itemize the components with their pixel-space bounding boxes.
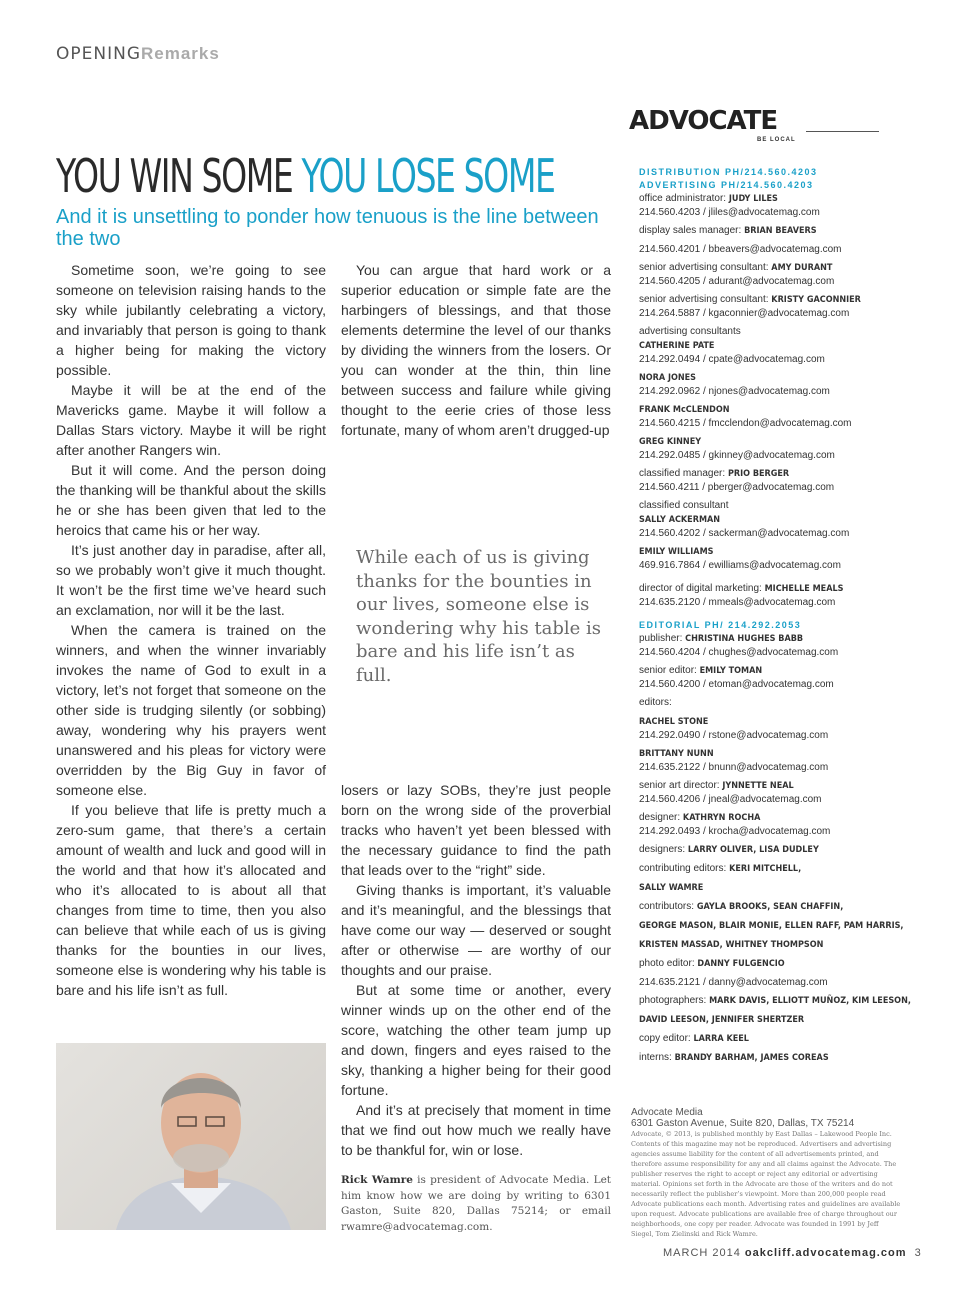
masthead-entry [639, 994, 911, 1008]
section-label: OPENINGRemarks [56, 44, 220, 64]
masthead-name: KERI MITCHELL, [729, 864, 802, 874]
masthead-entry: 214.560.4215 / fmcclendon@advocatemag.com [639, 418, 852, 429]
masthead-name: SALLY ACKERMAN [639, 515, 721, 525]
masthead-entry [639, 919, 904, 933]
masthead-role: designer: [639, 812, 683, 823]
subhead: And it is unsettling to ponder how tenuous is the line between the two [56, 206, 599, 250]
masthead-role: advertising consultants [639, 326, 741, 337]
masthead-entry [639, 1013, 901, 1027]
masthead-entry [639, 325, 901, 339]
masthead-entry: 214.292.0494 / cpate@advocatemag.com [639, 354, 825, 365]
publisher-info: Advocate Media 6301 Gaston Avenue, Suite 820, Dallas, TX 75214 Advocate, © 2013, is published monthly by East Dallas – Lakewood People Inc. Contents of this magazine may not be reproduced. Advertisers and advertising agencies assume liability for the content of all advertisements printed, and therefore assume responsibility for any and all claims against the Advocate. The publisher reserves the right to accept or reject any editorial or advertising material. Opinions set forth in the Advocate are those of the writers and do not necessarily reflect the publisher’s viewpoint. More than 200,000 people read Advocate publications each month. Advertising rates and guidelines are available upon request. Advocate publications are available free of charge throughout our neighborhoods, one copy per reader. Advocate was founded in 1991 by Jeff Siegel, Tom Zielinski and Rick Wamre. [631, 1107, 901, 1238]
masthead-name: BRITTANY NUNN [639, 749, 714, 759]
masthead-name: JUDY LILES [728, 194, 778, 204]
masthead-role: contributing editors: [639, 863, 730, 874]
masthead-entry: 214.292.0490 / rstone@advocatemag.com [639, 730, 829, 741]
masthead-entry [639, 843, 901, 857]
masthead-name: CATHERINE PATE [639, 341, 715, 351]
masthead-entry: 214.560.4200 / etoman@advocatemag.com [639, 679, 834, 690]
masthead-name: MARK DAVIS, ELLIOTT MUÑOZ, KIM LEESON, [709, 996, 911, 1006]
masthead-entry: 214.292.0962 / njones@advocatemag.com [639, 386, 830, 397]
masthead-role: director of digital marketing: [639, 583, 765, 594]
logo-rule [806, 131, 879, 132]
paragraph: losers or lazy SOBs, they’re just people born on the wrong side of the proverbial tracks who haven’t yet been blessed with the necessary guidance to find the path that leads over to the “right” side. [341, 782, 611, 878]
paragraph: Maybe it will be at the end of the Mavericks game. Maybe it will follow a Dallas Stars victory. Maybe it will be right after another Rangers win. [56, 382, 326, 458]
masthead-role: senior art director: [639, 780, 723, 791]
masthead-heading: ADVERTISING PH/214.560.4203 [639, 180, 814, 190]
masthead-role: senior advertising consultant: [639, 294, 772, 305]
author-photo [56, 1043, 326, 1230]
masthead-entry [639, 779, 901, 793]
masthead-entry [639, 339, 901, 353]
masthead-name: DANNY FULGENCIO [697, 959, 785, 969]
masthead-entry [639, 938, 901, 952]
masthead-role: designers: [639, 844, 688, 855]
masthead-name: LARRY OLIVER, LISA DUDLEY [687, 845, 819, 855]
masthead-name: DAVID LEESON, JENNIFER SHERTZER [639, 1015, 805, 1025]
masthead-role: interns: [639, 1052, 675, 1063]
masthead-entry [639, 696, 901, 710]
masthead-entry [639, 862, 901, 876]
masthead-name: BRANDY BARHAM, JAMES COREAS [674, 1053, 829, 1063]
paragraph: It’s just another day in paradise, after all, so we probably won’t give it much thought. It won’t be the first time we’ve heard such an exclamation, nor will it be the last. [56, 542, 326, 618]
masthead-entry: 214.635.2122 / bnunn@advocatemag.com [639, 762, 829, 773]
masthead-role: photo editor: [639, 958, 698, 969]
paragraph: If you believe that life is pretty much a zero-sum game, that there’s a certain amount of wealth and luck and good will in the world and that how it’s allocated and who it’s allocated to is about all that changes from time to time, then you also can believe that while each of us is giving thanks for the bounties in our lives, someone else is wondering why his table is bare and his life isn’t as full. [56, 802, 326, 998]
masthead-entry [639, 403, 901, 417]
portrait-photo-icon [56, 1043, 326, 1230]
masthead-name: CHRISTINA HUGHES BABB [685, 634, 804, 644]
masthead-entry [639, 371, 901, 385]
masthead-entry: 214.560.4205 / adurant@advocatemag.com [639, 276, 835, 287]
masthead-entry: 214.560.4203 / jliles@advocatemag.com [639, 207, 820, 218]
masthead-role: senior advertising consultant: [639, 262, 772, 273]
masthead-entry [639, 582, 901, 596]
article-column-1 [56, 260, 326, 1000]
paragraph: But it will come. And the person doing the thanking will be thankful about the skills he or she has been given that led to the heroics that came his or her way. [56, 462, 326, 538]
masthead-entry [639, 293, 901, 307]
masthead-entry [639, 664, 901, 678]
masthead-entry [639, 435, 901, 449]
masthead-name: PRIO BERGER [727, 469, 790, 479]
masthead-entry [639, 499, 901, 513]
page-footer: MARCH 2014 oakcliff.advocatemag.com 3 [663, 1247, 922, 1259]
masthead-entry [639, 467, 901, 481]
paragraph: You can argue that hard work or a superior education or simple fate are the harbingers of blessings, and that those elements determine the level of our thanks by dividing the winners from the losers. Or you can wonder at the thin, thin line between success and failure while giving thought to the eerie cries of those less fortunate, many of whom aren’t drugged-up [341, 262, 611, 438]
masthead-entry: 214.560.4211 / pberger@advocatemag.com [639, 482, 835, 493]
masthead-role: classified manager: [639, 468, 728, 479]
masthead-name: LARRA KEEL [693, 1034, 749, 1044]
article-column-2-top [341, 260, 611, 440]
masthead-name: BRIAN BEAVERS [744, 226, 817, 236]
masthead-name: GAYLA BROOKS, SEAN CHAFFIN, [696, 902, 844, 912]
masthead-entry: 214.635.2120 / mmeals@advocatemag.com [639, 597, 836, 608]
paragraph: Giving thanks is important, it’s valuable and it’s meaningful, and the blessings that have come our way — deserved or sought after or otherwise — are worthy of our thoughts and our praise. [341, 882, 611, 978]
masthead-role: publisher: [639, 633, 686, 644]
masthead-entry [639, 811, 901, 825]
paragraph: And it’s at precisely that moment in time that we find out how much we really have to be thankful for, win or lose. [341, 1102, 611, 1158]
advocate-logo: ADVOCATE BE LOCAL [629, 106, 796, 143]
masthead-name: FRANK McCLENDON [639, 405, 730, 415]
masthead-name: EMILY WILLIAMS [639, 547, 714, 557]
masthead-heading: EDITORIAL PH/ 214.292.2053 [639, 620, 802, 630]
paragraph: But at some time or another, every winner winds up on the other end of the score, watching the other team jump up and down, fingers and eyes raised to the sky, thanking a higher being for their good fortune. [341, 982, 611, 1098]
masthead-name: EMILY TOMAN [699, 666, 763, 676]
masthead-entry: 214.292.0485 / gkinney@advocatemag.com [639, 450, 835, 461]
masthead-name: MICHELLE MEALS [764, 584, 844, 594]
masthead-role: office administrator: [639, 193, 729, 204]
masthead-entry [639, 632, 901, 646]
masthead-role: classified consultant [639, 500, 729, 511]
masthead-role: photographers: [639, 995, 710, 1006]
pull-quote: While each of us is giving thanks for the bounties in our lives, someone else is wondering why his table is bare and his life isn’t as full. [356, 547, 602, 686]
author-byline: Rick Wamre is president of Advocate Media. Let him know how we are doing by writing to 6301 Gaston, Suite 820, Dallas 75214; or email rwamre@advocatemag.com. [341, 1174, 612, 1233]
masthead-name: JYNNETTE NEAL [722, 781, 794, 791]
masthead-entry [639, 747, 901, 761]
masthead-name: KRISTY GACONNIER [771, 295, 861, 305]
masthead-entry: 214.560.4204 / chughes@advocatemag.com [639, 647, 839, 658]
masthead-entry [639, 715, 901, 729]
masthead-entry [639, 1032, 901, 1046]
masthead-role: copy editor: [639, 1033, 694, 1044]
masthead-entry: 214.560.4206 / jneal@advocatemag.com [639, 794, 822, 805]
masthead-entry: 214.560.4201 / bbeavers@advocatemag.com [639, 244, 842, 255]
masthead-entry: 214.635.2121 / danny@advocatemag.com [639, 977, 828, 988]
masthead-name: KATHRYN ROCHA [682, 813, 761, 823]
masthead-entry: 214.292.0493 / krocha@advocatemag.com [639, 826, 831, 837]
masthead-entry: 469.916.7864 / ewilliams@advocatemag.com [639, 560, 841, 571]
masthead-role: editors: [639, 697, 672, 708]
masthead-heading: DISTRIBUTION PH/214.560.4203 [639, 167, 818, 177]
masthead-entry: 214.264.5887 / kgaconnier@advocatemag.com [639, 308, 850, 319]
masthead-entry [639, 881, 901, 895]
masthead-entry [639, 192, 901, 206]
masthead-name: GEORGE MASON, BLAIR MONIE, ELLEN RAFF, PAM HARRIS, [639, 921, 904, 931]
masthead-entry [639, 900, 901, 914]
masthead-staff-list [639, 166, 911, 1065]
masthead-entry [639, 261, 901, 275]
masthead-entry [639, 224, 901, 238]
masthead-name: NORA JONES [639, 373, 697, 383]
masthead-entry [639, 1051, 901, 1065]
masthead-name: KRISTEN MASSAD, WHITNEY THOMPSON [639, 940, 824, 950]
paragraph: When the camera is trained on the winners, and when the winner invariably invokes the name of God to exult in a victory, let’s not forget that someone on the other side is trudging silently (or sobbing) away, wondering why his prayers went unanswered and his pleas for victory were overridden by the Big Guy in favor of someone else. [56, 622, 326, 798]
paragraph: Sometime soon, we’re going to see someone on television raising hands to the sky while jubilantly celebrating a victory, and invariably that person is going to thank a higher being for making the victory possible. [56, 262, 326, 378]
masthead-role: contributors: [639, 901, 697, 912]
masthead-entry [639, 957, 901, 971]
masthead-role: senior editor: [639, 665, 700, 676]
article-column-2-bottom [341, 780, 611, 1160]
masthead-name: SALLY WAMRE [639, 883, 704, 893]
headline: YOU WIN SOME YOU LOSE SOME [56, 149, 555, 203]
masthead-entry [639, 545, 901, 559]
masthead-role: display sales manager: [639, 225, 745, 236]
masthead-entry [639, 513, 901, 527]
masthead-name: GREG KINNEY [639, 437, 702, 447]
masthead-name: AMY DURANT [771, 263, 833, 273]
masthead-name: RACHEL STONE [639, 717, 709, 727]
masthead-entry: 214.560.4202 / sackerman@advocatemag.com [639, 528, 850, 539]
